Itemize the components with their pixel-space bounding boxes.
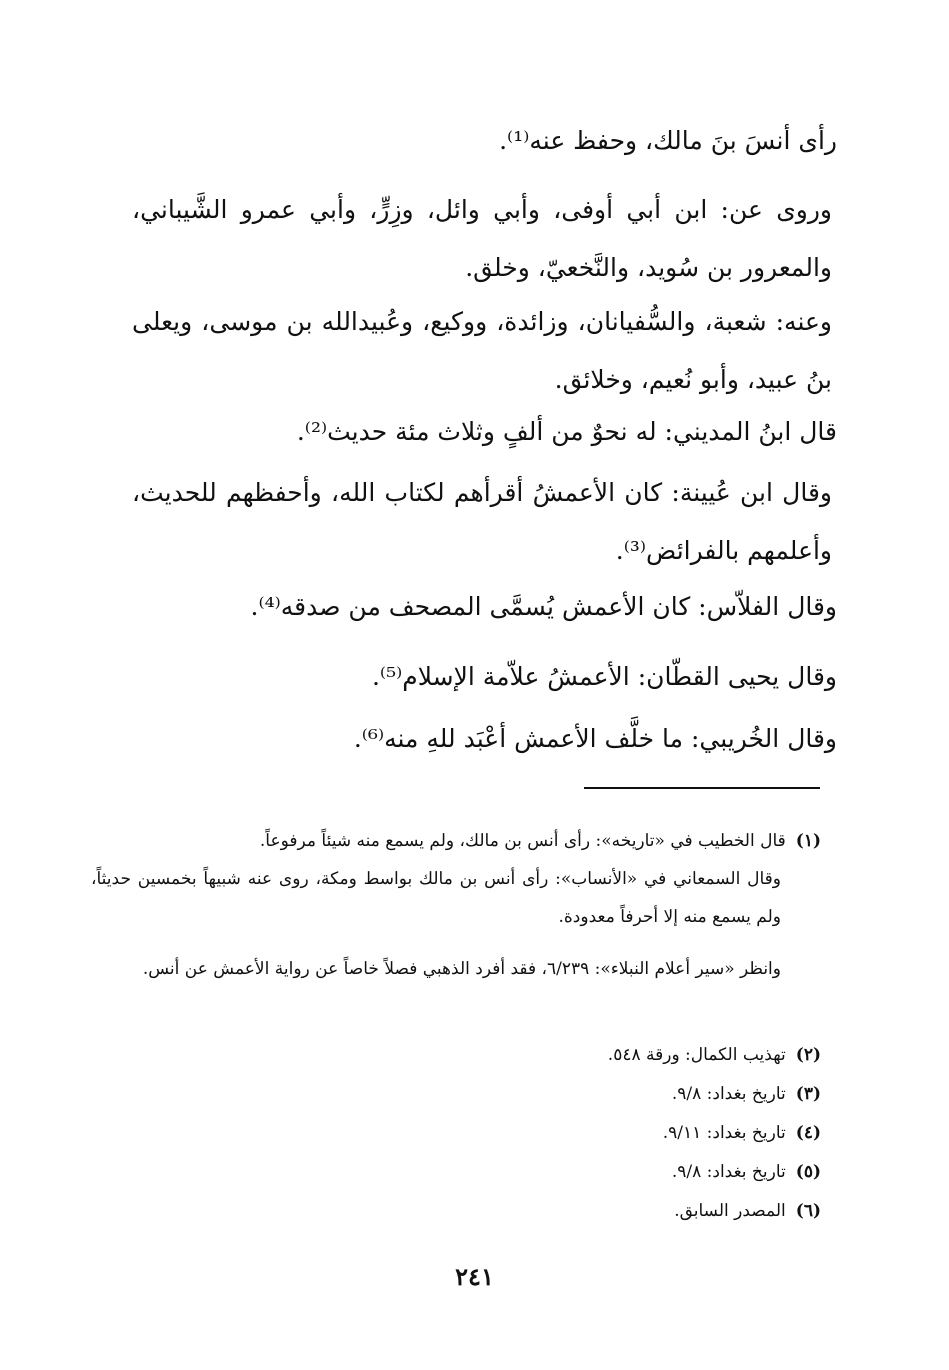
footnote-1-continuation-b: وانظر «سير أعلام النبلاء»: ٦/٢٣٩، فقد أفرد الذهبي فصلاً خاصاً عن رواية الأعمش عن أنس.	[142, 959, 781, 979]
body-paragraph-2: وروى عن: ابن أبي أوفى، وأبي وائل، وزِرٍّ، وأبي عمرو الشَّيباني، والمعرور بن سُويد، والنَّخعيّ، وخلق.	[132, 195, 832, 282]
footnote-2-number: (٢)	[795, 1045, 821, 1065]
footnote-2-text: تهذيب الكمال: ورقة ٥٤٨.	[607, 1045, 786, 1065]
footnote-5	[131, 1153, 821, 1191]
body-paragraph-5: وقال ابن عُيينة: كان الأعمشُ أقرأهم لكتاب الله، وأحفظهم للحديث، وأعلمهم بالفرائض⁽³⁾.	[132, 478, 832, 565]
page-number: ٢٤١	[455, 1262, 494, 1291]
footnote-4	[131, 1114, 821, 1152]
footnote-5-number: (٥)	[795, 1162, 821, 1182]
footnote-3	[131, 1075, 821, 1113]
footnote-1-number: (١)	[795, 831, 821, 851]
footnote-4-text: تاريخ بغداد: ٩/١١.	[662, 1123, 786, 1143]
footnote-6-text: المصدر السابق.	[674, 1201, 786, 1221]
footnote-3-text: تاريخ بغداد: ٩/٨.	[671, 1084, 786, 1104]
body-paragraph-1: رأى أنسَ بنَ مالك، وحفظ عنه⁽¹⁾.	[499, 126, 837, 155]
footnote-2	[131, 1036, 821, 1074]
footnote-1	[131, 822, 821, 860]
footnote-1-text: قال الخطيب في «تاريخه»: رأى أنس بن مالك، ولم يسمع منه شيئاً مرفوعاً.	[259, 831, 786, 851]
body-paragraph-7: وقال يحيى القطّان: الأعمشُ علاّمة الإسلام⁽⁵⁾.	[371, 662, 837, 691]
footnote-6-number: (٦)	[795, 1201, 821, 1221]
footnote-3-number: (٣)	[795, 1084, 821, 1104]
body-paragraph-8: وقال الخُريبي: ما خلَّف الأعمش أعْبَد للهِ منه⁽⁶⁾.	[353, 724, 837, 753]
body-paragraph-6: وقال الفلاّس: كان الأعمش يُسمَّى المصحف من صدقه⁽⁴⁾.	[250, 592, 837, 621]
footnote-5-text: تاريخ بغداد: ٩/٨.	[671, 1162, 786, 1182]
footnote-separator	[584, 787, 820, 789]
footnote-1-continuation-a: وقال السمعاني في «الأنساب»: رأى أنس بن مالك بواسط ومكة، روى عنه شبيهاً بخمسين حديثاً، ولم يسمع منه إلا أحرفاً معدودة.	[91, 869, 781, 927]
body-paragraph-4: قال ابنُ المديني: له نحوٌ من ألفٍ وثلاث مئة حديث⁽²⁾.	[296, 417, 837, 446]
footnote-6	[131, 1192, 821, 1230]
body-paragraph-3: وعنه: شعبة، والسُّفيانان، وزائدة، ووكيع، وعُبيدالله بن موسى، ويعلى بنُ عبيد، وأبو نُعيم، وخلائق.	[132, 307, 832, 394]
footnote-4-number: (٤)	[795, 1123, 821, 1143]
